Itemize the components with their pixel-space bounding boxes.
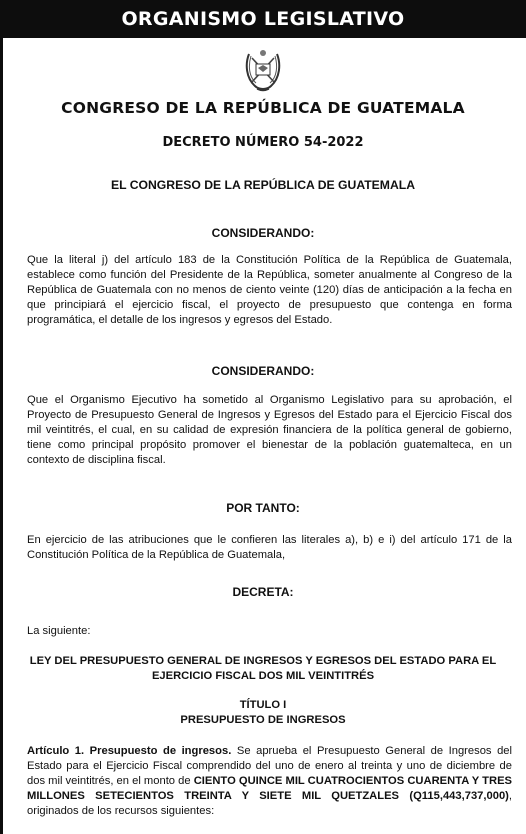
banner-organismo-legislativo: [0, 0, 526, 38]
law-title-line-1: LEY DEL PRESUPUESTO GENERAL DE INGRESOS Y EGRESOS DEL ESTADO PARA EL: [29, 655, 497, 667]
congress-heading: CONGRESO DE LA REPÚBLICA DE GUATEMALA: [61, 99, 465, 117]
banner-title: ORGANISMO LEGISLATIVO: [121, 8, 405, 30]
por-tanto-text: En ejercicio de las atribuciones que le confieren las literales a), b) e i) del artículo 171 de la Constitución Política de la República de Guatemala,: [27, 534, 512, 561]
decreta-heading: DECRETA:: [232, 585, 294, 599]
article-1-amount: CIENTO QUINCE MIL CUATROCIENTOS CUARENTA Y TRES MILLONES SETECIENTOS TREINTA Y SIETE MIL QUETZALES (Q115,443,737,000): [27, 775, 512, 802]
considerando-1-heading: CONSIDERANDO:: [211, 226, 315, 240]
article-1-text-b: , originados de los recursos siguientes:: [27, 790, 512, 817]
law-title-line-2: EJERCICIO FISCAL DOS MIL VEINTITRÉS: [151, 670, 375, 682]
article-1-text-a: Se aprueba el Presupuesto General de Ingresos del Estado para el Ejercicio Fiscal comprendido del uno de enero al treinta y uno de diciembre de dos mil veintitrés, en el monto de: [27, 745, 512, 787]
considerando-1-text: Que la literal j) del artículo 183 de la Constitución Política de la República de Guatemala, establece como función del Presidente de la República, someter anualmente al Congreso de la República de Guatemala con no menos de ciento veinte (120) días de anticipación a la fecha en que principiará el ejercicio fiscal, el proyecto de presupuesto que contenga en forma programática, el detalle de los ingresos y egresos del Estado.: [27, 254, 512, 326]
considerando-2-heading: CONSIDERANDO:: [211, 364, 315, 378]
article-1-paragraph: [27, 744, 512, 819]
issuer-heading: EL CONGRESO DE LA REPÚBLICA DE GUATEMALA: [110, 178, 416, 192]
decreta-intro: La siguiente:: [27, 625, 91, 637]
titulo-name: PRESUPUESTO DE INGRESOS: [180, 714, 346, 726]
article-1-heading: Artículo 1. Presupuesto de ingresos.: [27, 745, 232, 757]
titulo-label: TÍTULO I: [239, 699, 287, 711]
por-tanto-heading: POR TANTO:: [226, 501, 300, 515]
considerando-2-text: Que el Organismo Ejecutivo ha sometido al Organismo Legislativo para su aprobación, el Proyecto de Presupuesto General de Ingresos y Egresos del Estado para el Ejercicio Fiscal dos mil veintitrés, el cual, en su calidad de expresión financiera de la política general de gobierno, tiene como principal propósito promover el bienestar de la población guatemalteca, en un contexto de disciplina fiscal.: [27, 394, 512, 466]
guatemala-coat-of-arms-icon: [241, 44, 285, 94]
decree-number: DECRETO NÚMERO 54-2022: [162, 135, 364, 150]
